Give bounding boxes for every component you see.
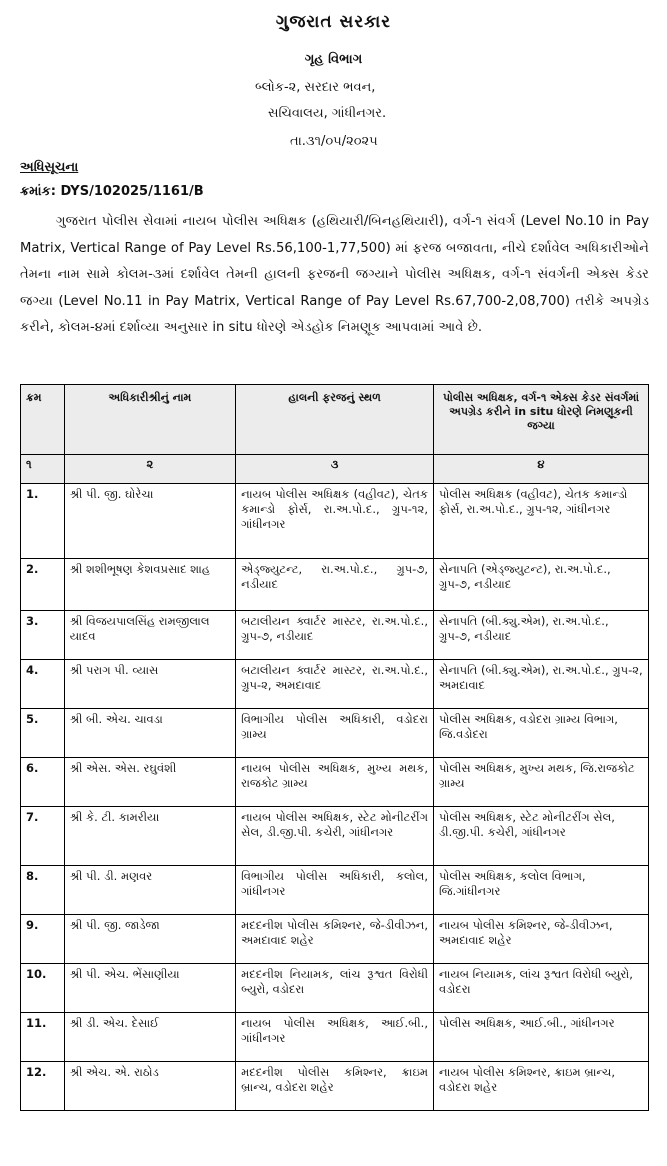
current-post: નાયબ પોલીસ અધિક્ષક, સ્ટેટ મોનીટરીંગ સેલ, ડી.જી.પી. કચેરી, ગાંધીનગર bbox=[236, 807, 434, 866]
current-post: વિભાગીય પોલીસ અધિકારી, કલોલ, ગાંધીનગર bbox=[236, 866, 434, 915]
table-header-row bbox=[21, 385, 649, 455]
current-post: બટાલીયન ક્વાર્ટર માસ્ટર, રા.અ.પો.દ., ગ્રુપ-૭, નડીયાદ bbox=[236, 611, 434, 660]
column-number: ૪ bbox=[433, 455, 648, 484]
current-post: નાયબ પોલીસ અધિક્ષક, મુખ્ય મથક, રાજકોટ ગ્રામ્ય bbox=[236, 758, 434, 807]
officer-name: શ્રી વિજયપાલસિંહ રામજીલાલ યાદવ bbox=[64, 611, 235, 660]
column-number: ૩ bbox=[236, 455, 434, 484]
serial-number: 10. bbox=[21, 964, 65, 1013]
column-number: ૨ bbox=[64, 455, 235, 484]
serial-number: 3. bbox=[21, 611, 65, 660]
current-post: નાયબ પોલીસ અધિક્ષક (વહીવટ), ચેતક કમાન્ડો ફોર્સ, રા.અ.પો.દ., ગ્રુપ-૧૨, ગાંધીનગર bbox=[236, 484, 434, 559]
department-name: ગૃહ વિભાગ bbox=[304, 52, 363, 67]
header-current-post: હાલની ફરજનું સ્થળ bbox=[236, 385, 434, 455]
notification-body: ગુજરાત પોલીસ સેવામાં નાયબ પોલીસ અધિક્ષક (હથિયારી/બિનહથિયારી), વર્ગ-૧ સંવર્ગ (Level No.10 in Pay Matrix, Vertical Range of Pay Level Rs.56,100-1,77,500) માં ફરજ બજાવતા, નીચે દર્શાવેલ અધિકારીઓને તેમના નામ સામે કોલમ-૩માં દર્શાવેલ તેમની હાલની ફરજની જગ્યાને પોલીસ અધિક્ષક, વર્ગ-૧ સંવર્ગની એક્સ કેડર જગ્યા (Level No.11 in Pay Matrix, Vertical Range of Pay Level Rs.67,700-2,08,700) તરીકે અપગ્રેડ કરીને, કોલમ-૪માં દર્શાવ્યા અનુસાર in situ ધોરણે એડહોક નિમણૂક આપવામાં આવે છે. bbox=[20, 214, 649, 335]
table-row bbox=[21, 915, 649, 964]
appointments-table bbox=[20, 384, 649, 1111]
current-post: મદદનીશ નિયામક, લાંચ રૂશ્વત વિરોધી બ્યુરો, વડોદરા bbox=[236, 964, 434, 1013]
current-post: મદદનીશ પોલીસ કમિશ્નર, ક્રાઇમ બ્રાન્ચ, વડોદરા શહેર bbox=[236, 1062, 434, 1111]
officer-name: શ્રી પી. જી. જાડેજા bbox=[64, 915, 235, 964]
table-row bbox=[21, 758, 649, 807]
new-post: પોલીસ અધિક્ષક, કલોલ વિભાગ, જિ.ગાંધીનગર bbox=[433, 866, 648, 915]
new-post: પોલીસ અધિક્ષક, વડોદરા ગ્રામ્ય વિભાગ, જિ.વડોદરા bbox=[433, 709, 648, 758]
new-post: નાયબ નિયામક, લાંચ રૂશ્વત વિરોધી બ્યુરો, વડોદરા bbox=[433, 964, 648, 1013]
serial-number: 4. bbox=[21, 660, 65, 709]
serial-number: 11. bbox=[21, 1013, 65, 1062]
officer-name: શ્રી બી. એચ. ચાવડા bbox=[64, 709, 235, 758]
current-post: નાયબ પોલીસ અધિક્ષક, આઈ.બી., ગાંધીનગર bbox=[236, 1013, 434, 1062]
officer-name: શ્રી પી. જી. ઘોરેચા bbox=[64, 484, 235, 559]
table-row bbox=[21, 660, 649, 709]
government-title: ગુજરાત સરકાર bbox=[275, 12, 392, 32]
new-post: સેનાપતિ (બી.ક્યુ.એમ), રા.અ.પો.દ., ગ્રુપ-૭, નડીયાદ bbox=[433, 611, 648, 660]
table-row bbox=[21, 807, 649, 866]
serial-number: 5. bbox=[21, 709, 65, 758]
officer-name: શ્રી એસ. એસ. રઘુવંશી bbox=[64, 758, 235, 807]
serial-number: 2. bbox=[21, 559, 65, 611]
officer-name: શ્રી કે. ટી. કામરીયા bbox=[64, 807, 235, 866]
address-line-2: સચિવાલય, ગાંધીનગર. bbox=[268, 106, 387, 121]
officer-name: શ્રી પરાગ પી. વ્યાસ bbox=[64, 660, 235, 709]
current-post: વિભાગીય પોલીસ અધિકારી, વડોદરા ગ્રામ્ય bbox=[236, 709, 434, 758]
address-line-1: બ્લોક-૨, સરદાર ભવન, bbox=[255, 80, 376, 95]
officer-name: શ્રી એચ. એ. રાઠોડ bbox=[64, 1062, 235, 1111]
officer-name: શ્રી પી. ડી. મણવર bbox=[64, 866, 235, 915]
new-post: સેનાપતિ (બી.ક્યુ.એમ), રા.અ.પો.દ., ગ્રુપ-૨, અમદાવાદ bbox=[433, 660, 648, 709]
header-new-post: પોલીસ અધિક્ષક, વર્ગ-૧ એક્સ કેડર સંવર્ગમાં અપગ્રેડ કરીને in situ ધોરણે નિમણૂકની જગ્યા bbox=[433, 385, 648, 455]
new-post: પોલીસ અધિક્ષક (વહીવટ), ચેતક કમાન્ડો ફોર્સ, રા.અ.પો.દ., ગ્રુપ-૧૨, ગાંધીનગર bbox=[433, 484, 648, 559]
table-row bbox=[21, 709, 649, 758]
column-number-row bbox=[21, 455, 649, 484]
table-row bbox=[21, 611, 649, 660]
officer-name: શ્રી પી. એચ. ભેંસાણીયા bbox=[64, 964, 235, 1013]
new-post: સેનાપતિ (એડ્જ્યુટન્ટ), રા.અ.પો.દ., ગ્રુપ-૭, નડીયાદ bbox=[433, 559, 648, 611]
column-number: ૧ bbox=[21, 455, 65, 484]
new-post: નાયબ પોલીસ કમિશ્નર, ક્રાઇમ બ્રાન્ચ, વડોદરા શહેર bbox=[433, 1062, 648, 1111]
new-post: નાયબ પોલીસ કમિશ્નર, જે-ડીવીઝન, અમદાવાદ શહેર bbox=[433, 915, 648, 964]
new-post: પોલીસ અધિક્ષક, સ્ટેટ મોનીટરીંગ સેલ, ડી.જી.પી. કચેરી, ગાંધીનગર bbox=[433, 807, 648, 866]
serial-number: 7. bbox=[21, 807, 65, 866]
header-officer-name: અધિકારીશ્રીનું નામ bbox=[64, 385, 235, 455]
serial-number: 8. bbox=[21, 866, 65, 915]
table-row bbox=[21, 559, 649, 611]
new-post: પોલીસ અધિક્ષક, આઈ.બી., ગાંધીનગર bbox=[433, 1013, 648, 1062]
new-post: પોલીસ અધિક્ષક, મુખ્ય મથક, જિ.રાજકોટ ગ્રામ્ય bbox=[433, 758, 648, 807]
current-post: એડ્જ્યુટન્ટ, રા.અ.પો.દ., ગ્રુપ-૭, નડીયાદ bbox=[236, 559, 434, 611]
serial-number: 1. bbox=[21, 484, 65, 559]
serial-number: 12. bbox=[21, 1062, 65, 1111]
officer-name: શ્રી ડી. એચ. દેસાઈ bbox=[64, 1013, 235, 1062]
current-post: મદદનીશ પોલીસ કમિશ્નર, જે-ડીવીઝન, અમદાવાદ શહેર bbox=[236, 915, 434, 964]
current-post: બટાલીયન ક્વાર્ટર માસ્ટર, રા.અ.પો.દ., ગ્રુપ-૨, અમદાવાદ bbox=[236, 660, 434, 709]
table-row bbox=[21, 964, 649, 1013]
table-row bbox=[21, 1013, 649, 1062]
officer-name: શ્રી શશીભૂષણ કેશવપ્રસાદ શાહ bbox=[64, 559, 235, 611]
serial-number: 9. bbox=[21, 915, 65, 964]
serial-number: 6. bbox=[21, 758, 65, 807]
document-date: તા.૩૧/૦૫/૨૦૨૫ bbox=[290, 134, 378, 149]
table-row bbox=[21, 866, 649, 915]
table-row bbox=[21, 484, 649, 559]
reference-number: ક્રમાંક: DYS/102025/1161/B bbox=[20, 184, 204, 199]
table-row bbox=[21, 1062, 649, 1111]
notification-title: અધિસૂચના bbox=[20, 160, 79, 175]
header-serial: ક્રમ bbox=[21, 385, 65, 455]
